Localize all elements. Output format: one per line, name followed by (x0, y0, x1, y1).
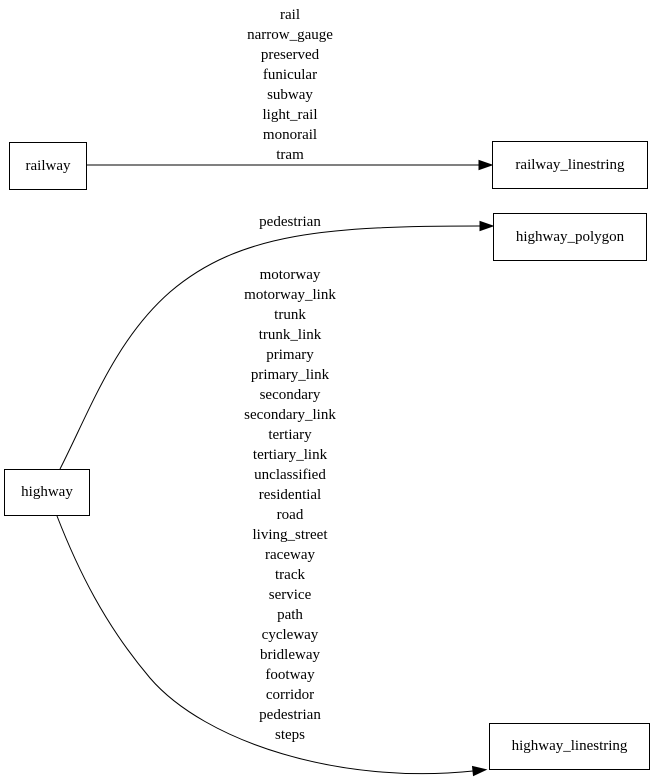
edge-label-line: cycleway (261, 627, 319, 643)
node-railway (9, 142, 87, 190)
edge-label-highway-linestring-types (170, 265, 410, 745)
edge-label-line: primary_link (250, 367, 330, 383)
edge-label-line: pedestrian (259, 214, 321, 230)
edge-label-line: steps (275, 727, 305, 743)
edge-label-line: path (277, 607, 303, 623)
edge-label-line: road (276, 507, 304, 523)
edge-label-line: light_rail (262, 107, 318, 123)
edge-label-line: primary (266, 347, 314, 363)
node-highway-linestring-label: highway_linestring (511, 738, 628, 754)
node-railway-linestring-label: railway_linestring (515, 156, 625, 173)
edge-label-line: service (268, 587, 312, 603)
edge-label-line: secondary_link (244, 407, 336, 423)
edge-label-line: funicular (262, 67, 318, 83)
edge-label-line: tertiary (268, 427, 312, 443)
edge-label-line: motorway (259, 267, 321, 283)
edge-label-line: footway (265, 667, 315, 683)
node-railway-linestring (492, 141, 648, 189)
edge-label-line: track (275, 567, 305, 583)
node-railway-label: railway (25, 157, 71, 174)
edge-label-line: secondary (259, 387, 321, 403)
node-highway-label: highway (21, 484, 73, 500)
edge-label-line: raceway (265, 547, 315, 563)
edge-label-line: trunk_link (258, 327, 322, 343)
node-highway-polygon (493, 213, 647, 261)
edge-label-line: preserved (260, 47, 320, 63)
edge-label-line: living_street (252, 527, 328, 543)
node-highway-polygon-label: highway_polygon (515, 228, 625, 245)
edge-label-line: narrow_gauge (247, 27, 333, 43)
edge-label-line: rail (280, 7, 300, 23)
node-highway (4, 469, 90, 516)
node-highway-linestring (489, 723, 650, 770)
edge-label-line: motorway_link (244, 287, 336, 303)
edge-label-line: tertiary_link (252, 447, 328, 463)
edge-label-line: bridleway (260, 647, 320, 663)
edge-label-highway-polygon-types (170, 212, 410, 232)
edge-label-railway-types (170, 5, 410, 165)
edge-label-line: corridor (265, 687, 315, 703)
edge-label-line: monorail (262, 127, 318, 143)
edge-label-line: residential (258, 487, 322, 503)
edge-label-line: unclassified (254, 467, 326, 483)
edge-label-line: tram (276, 147, 304, 163)
edge-label-line: subway (267, 87, 313, 103)
edge-label-line: pedestrian (259, 707, 321, 723)
edge-label-line: trunk (274, 307, 306, 323)
